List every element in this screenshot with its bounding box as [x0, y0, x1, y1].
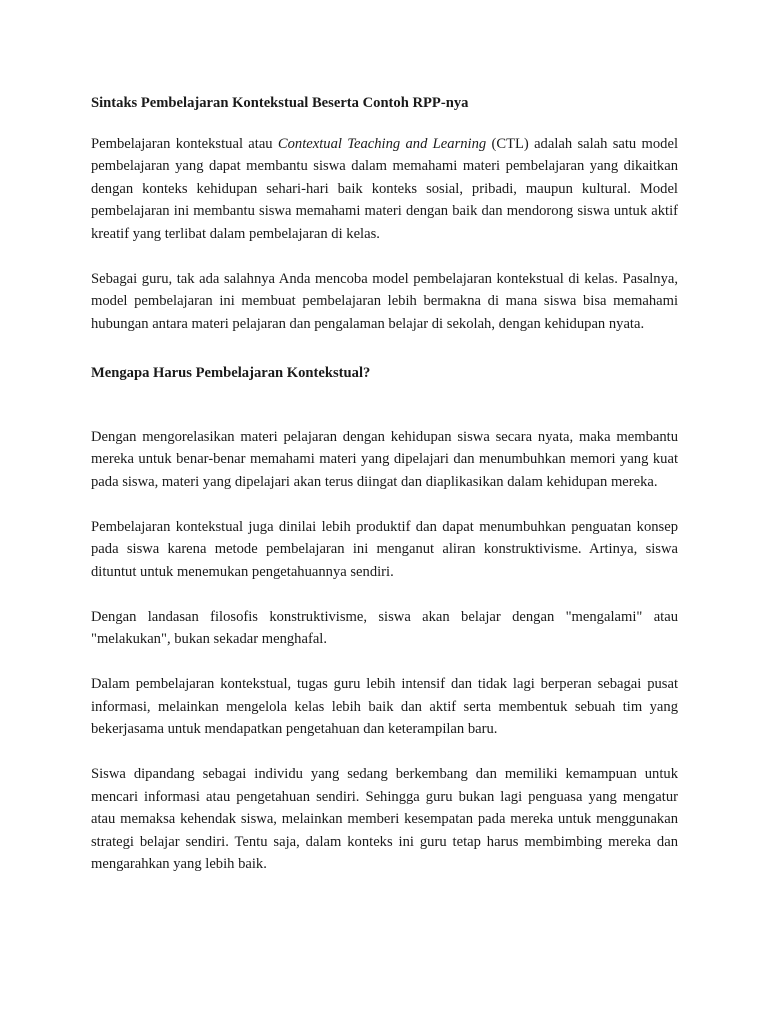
intro-paragraph: [91, 133, 678, 246]
paragraph-2: Sebagai guru, tak ada salahnya Anda mencoba model pembelajaran kontekstual di kelas. Pasalnya, model pembelajaran ini membuat pembelajaran lebih bermakna di mana siswa bisa memahami hubungan antara materi pelajaran dan pengalaman belajar di sekolah, dengan kehidupan nyata.: [91, 270, 678, 332]
body-paragraph-3: Dengan landasan filosofis konstruktivisme, siswa akan belajar dengan "mengalami" atau "melakukan", bukan sekadar menghafal.: [91, 608, 678, 647]
body-paragraph-4: Dalam pembelajaran kontekstual, tugas guru lebih intensif dan tidak lagi berperan sebagai pusat informasi, melainkan mengelola kelas lebih baik dan aktif serta membentuk sebuah tim yang bekerjasama untuk mendapatkan pengetahuan dan keterampilan baru.: [91, 676, 678, 737]
intro-text-before: Pembelajaran kontekstual atau: [91, 135, 278, 152]
section-heading: Mengapa Harus Pembelajaran Kontekstual?: [91, 365, 371, 381]
body-paragraph-1: Dengan mengorelasikan materi pelajaran dengan kehidupan siswa secara nyata, maka membantu mereka untuk benar-benar memahami materi yang dipelajari dan menumbuhkan memori yang kuat pada siswa, materi yang dipelajari akan terus diingat dan diaplikasikan dalam kehidupan mereka.: [91, 428, 678, 490]
intro-text-after: (CTL) adalah salah satu model pembelajaran yang dapat membantu siswa dalam memahami materi pembelajaran yang dikaitkan dengan konteks kehidupan sehari-hari baik konteks sosial, pribadi, maupun kultural. Model pembelajaran ini membantu siswa memahami materi dengan baik dan mendorong siswa untuk aktif kreatif yang terlibat dalam pembelajaran di kelas.: [91, 135, 679, 242]
intro-term: Contextual Teaching and Learning: [277, 135, 487, 152]
document-title: Sintaks Pembelajaran Kontekstual Beserta Contoh RPP-nya: [91, 95, 469, 111]
body-paragraph-5: Siswa dipandang sebagai individu yang sedang berkembang dan memiliki kemampuan untuk mencari informasi atau pengetahuan sendiri. Sehingga guru bukan lagi penguasa yang mengatur atau memaksa kehendak siswa, melainkan memberi kesempatan pada mereka untuk menggunakan strategi belajar sendiri. Tentu saja, dalam konteks ini guru tetap harus membimbing mereka dan mengarahkan yang lebih baik.: [91, 766, 678, 872]
body-paragraph-2: Pembelajaran kontekstual juga dinilai lebih produktif dan dapat menumbuhkan penguatan konsep pada siswa karena metode pembelajaran ini menganut aliran konstruktivisme. Artinya, siswa dituntut untuk menemukan pengetahuannya sendiri.: [91, 518, 678, 580]
document-page: [91, 92, 678, 898]
